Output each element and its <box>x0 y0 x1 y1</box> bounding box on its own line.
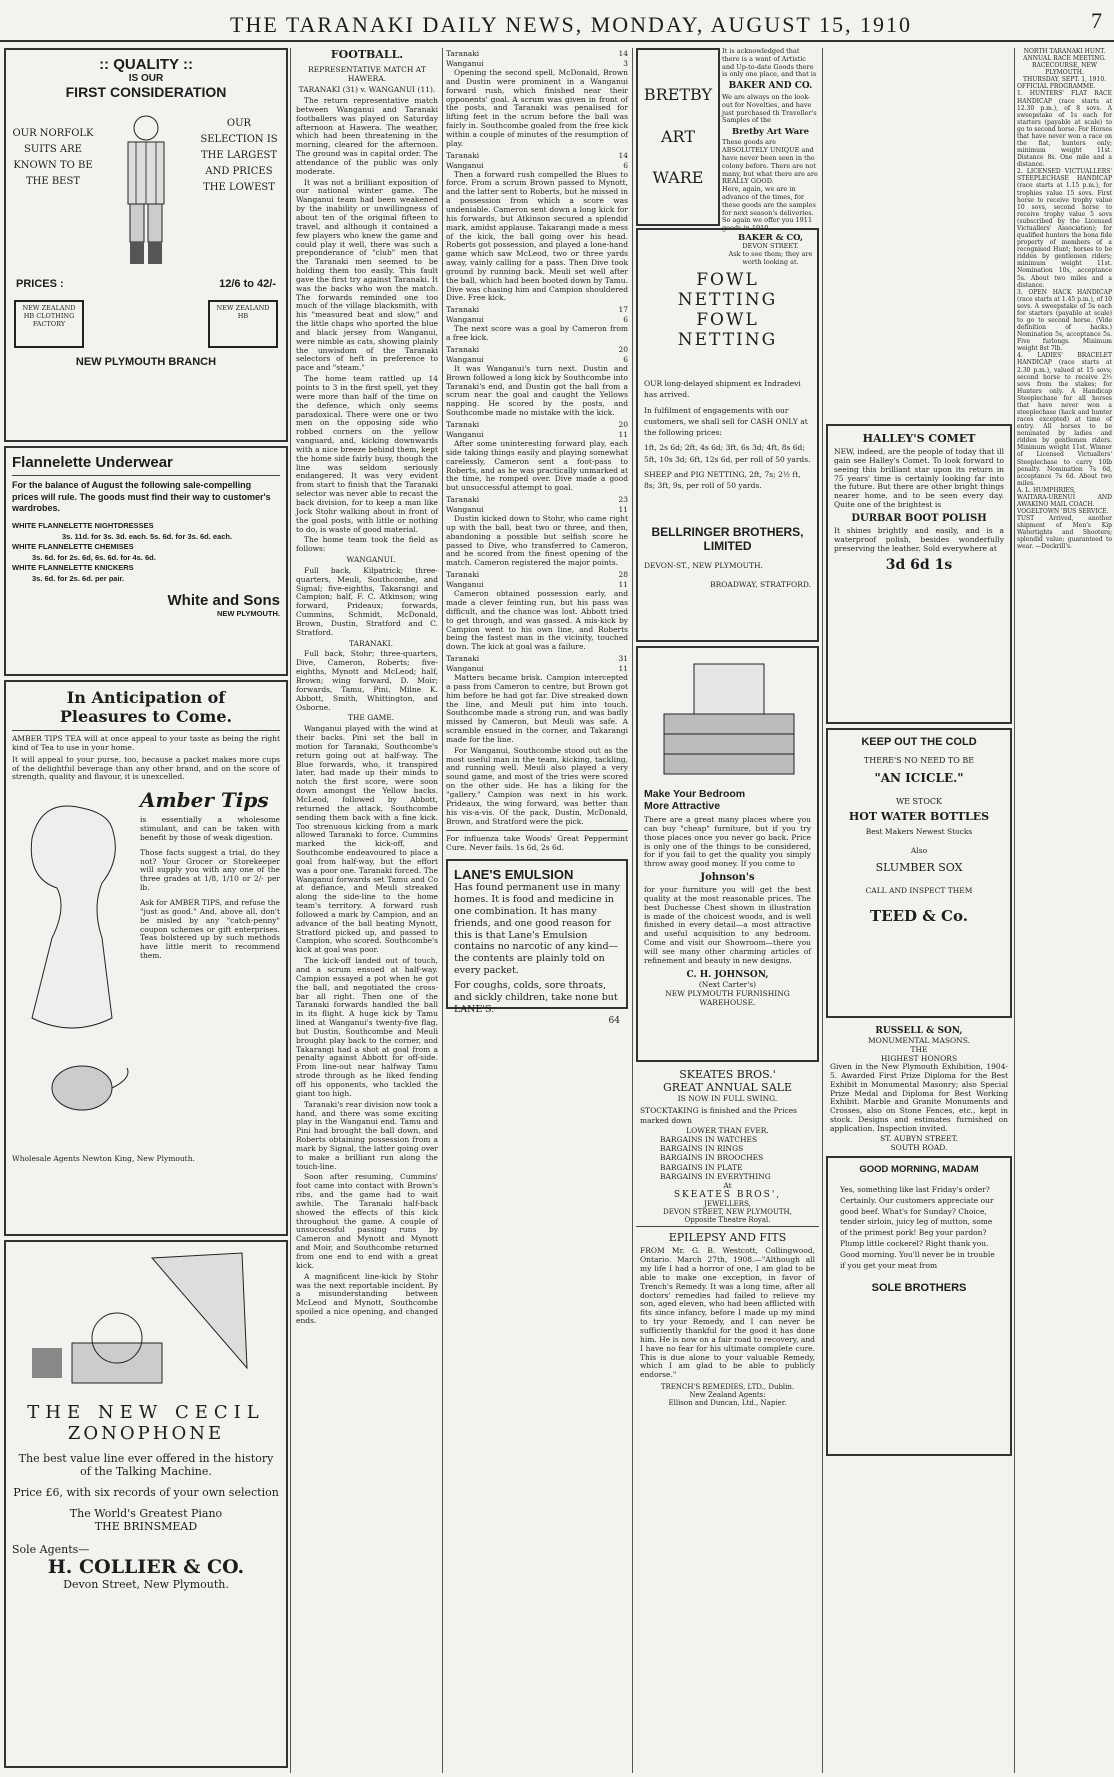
bellringer-address: BROADWAY, STRATFORD. <box>710 580 811 590</box>
score-team: Taranaki <box>446 305 480 315</box>
report-paragraph: Opening the second spell, McDonald, Brown and Dustin were prominent in a Wanganui forward rush, which finished near their opponents' goal. A scrum was given in front of the posts, and Taranaki was penalised for lifting feet in the scrum before the ball was fairly in. Southcombe goaled from the free kick within a couple of minutes of the resumption of play. <box>446 68 628 148</box>
amber-text: AMBER TIPS TEA will at once appeal to your taste as being the right kind of Tea to use in your home. <box>12 734 280 752</box>
lanes-emulsion-ad <box>446 859 628 1026</box>
report-paragraph: The return representative match between Wanganui and Taranaki footballers was played on Saturday afternoon at Hawera. The weather, which had been threatening in the morning, cleared for the afternoon. The ground was in capital order. The attendance of the public was only moderate. <box>296 96 438 176</box>
russell-text: Given in the New Plymouth Exhibition, 1904-5. Awarded First Prize Diploma for the Best Exhibit in Monumental Masonry; also Special Prize Medal and Diploma for Best Working Exhibit. Marble and Granite Monuments and Crosses, also on Stone Fences, etc., kept in stock. Designs and estimates furnished on application. Inspection invited. <box>830 1062 1008 1133</box>
report-paragraph: The next score was a goal by Cameron from a free kick. <box>446 324 628 343</box>
score-line <box>446 495 628 504</box>
fowl-text: In fulfilment of engagements with our customers, we shall sell for CASH ONLY at the following prices: <box>644 405 808 437</box>
amber-tips-ad <box>4 680 288 1236</box>
column-2b <box>446 48 629 1026</box>
report-paragraph: It was Wanganui's turn next. Dustin and Brown followed a long kick by Southcombe into Taranaki's end, and Dustin got the ball from a scrum near the goal and caught the Yellows napping. He scored by the posts, and Southcombe made no mistake with the kick. <box>446 363 628 418</box>
score-value: 31 <box>618 654 628 664</box>
score-team: Wanganui <box>446 430 484 439</box>
hunt-summary <box>1017 48 1112 551</box>
johnson-text: for your furniture you will get the best quality at the most reasonable prices. The best Duchesse Chest shown in illustration is made of the choicest woods, and is well finished in every detail—a most attractive and useful acquisition to any bedroom. Come and visit our Showroom—there you will see many other charming articles of refinement and beauty in new designs. <box>644 885 811 965</box>
russell-address: ST. AUBYN STREET. <box>880 1133 958 1143</box>
norfolk-suits-text: OUR NORFOLK SUITS ARE KNOWN TO BE THE BEST <box>12 128 94 187</box>
score-team: Wanganui <box>446 580 484 590</box>
item-name: WHITE FLANNELETTE CHEMISES <box>12 542 134 552</box>
amber-heading-2: Pleasures to Come. <box>59 707 233 726</box>
report-paragraph: Cameron obtained possession early, and made a clever feinting run, but his pass was difficult, and the chance was lost. Abbott tried to get through, and was gassed. A mis-kick by Campion went to his own line, and Roberts being the fastest man in the vicinity, touched down. The kick at goal was a failure. <box>446 589 628 652</box>
epilepsy-title: EPILEPSY AND FITS <box>668 1231 787 1245</box>
skeates-text: STOCKTAKING is finished and the Prices marked down <box>640 1106 797 1125</box>
bretby-word: ART <box>661 126 695 146</box>
score-team: Taranaki <box>446 150 480 160</box>
column-1 <box>4 48 288 1772</box>
score-team: Wanganui <box>446 160 484 170</box>
baker-ad <box>722 47 819 266</box>
russell-trade: MONUMENTAL MASONS. <box>867 1036 970 1045</box>
sole-firm: SOLE BROTHERS <box>871 1281 967 1294</box>
score-team: Wanganui <box>446 505 484 515</box>
woman-with-teapot-illustration <box>12 788 140 1148</box>
column-rule <box>290 48 291 1773</box>
duchesse-chest-illustration <box>644 654 814 784</box>
baker-text: We are always on the look-out for Novelties, and have just purchased th Traveller's Samples of the <box>722 92 817 125</box>
halley-text: NEW, indeed, are the people of today that ill gain see Halley's Comet. To look forward to seeing this brilliant star upon its return in 75 years' time is certainly looking far into the future. But there are other bright things nearer home, and to be seen every day. Quite one of the brightest is <box>834 447 1004 510</box>
report-paragraph: Wanganui played with the wind at their backs. Pini set the ball in motion for Taranaki, Southcombe's return going out at half-way. The Blue forwards, who, it transpired later, had made up their minds to notch the first score, were soon down amongst the Yellow backs. McLeod, followed by Abbott, returned the attack, Southcombe sending them back with a fine kick. Too strenuous kicking from a mark allowed Taranaki to force. Cummins marked the kick-off, and Southcombe endeavoured to place a goal from half-way, but the effort was a poor one. Taranaki forced. The Wanganui forwards set Tamu and Co at defiance, and Meuli streaked along the side-line to the home team's territory. A forward rush followed a mark by Campion, and an advance of the ball beating Mynott, Stratford picked up, and passed to Campion, who scored. Southcombe's kick at goal was poor. <box>296 724 438 955</box>
waitara-title: WAITARA-URENUI AND AWAKINO MAIL COACH. <box>1017 493 1112 508</box>
score-line <box>446 315 628 324</box>
report-paragraph: Soon after resuming, Cummins' foot came into contact with Brown's ribs, and the game had to wait awhile. The Taranaki half-back showed the effects of this kick throughout the game. A couple of unsuccessful passing runs by Cameron and Mynott and Mynott and Moir, and Southcombe returned from one end to end with a great kick. <box>296 1172 438 1270</box>
bargain-item: BARGAINS IN PLATE <box>660 1162 743 1172</box>
report-paragraph: A magnificent line-kick by Stohr was the next reportable incident. By a misunderstanding between McLeod and Mynott, Southcombe spoiled a nice opening, and changed ends. <box>296 1271 438 1325</box>
johnson-address: NEW PLYMOUTH FURNISHING WAREHOUSE. <box>665 988 790 1007</box>
teed-firm: TEED & Co. <box>870 907 968 925</box>
gramophone-illustration <box>12 1248 282 1398</box>
hb-logo: NEW ZEALAND HB <box>208 300 278 348</box>
report-paragraph: For Wanganui, Southcombe stood out as the most useful man in the team, kicking, tackling, and running well. Meuli also played a very sound game, and most of the tries were scored on the other side. He has a liking for the "gallery." Campion was next in his work. Prideaux, the wing forward, was better than his vis-a-vis. Of the pack, Dustin, McDonald, Brown, and Stratford were the pick. <box>446 745 628 826</box>
score-value: 20 <box>618 420 628 429</box>
fowl-heading: FOWL NETTING <box>677 310 778 350</box>
influenza-notice: For influenza take Woods' Great Peppermint Cure. Never fails. 1s 6d, 2s 6d. <box>446 834 628 853</box>
fowl-text: OUR long-delayed shipment ex Indradevi has arrived. <box>644 379 801 400</box>
durbar-heading: DURBAR BOOT POLISH <box>851 512 987 524</box>
amber-text: It will appeal to your purse, too, because a packet makes more cups of the delightful beverage than any other brand, and on the score of strength, quality and flavour, it is unexcelled. <box>12 754 280 782</box>
agents-label: Sole Agents— <box>12 1543 90 1556</box>
report-paragraph: The kick-off landed out of touch, and a scrum ensued at half-way. Campion essayed a pot when he got the ball, and negotiated the cross-bar all right. Then one of the Taranaki forwards handled the ball in its flight. A huge kick by Tamu lined at Wanganui's twenty-five flag, but Dustin, Southcombe and Meuli brought play back to the corner, and Takarangi had a shot at goal from a penalty against Abbott for off-side. From line-out near halfway Tamu strode through as he liked fending off his opponents, who tackled the giant too high. <box>296 956 438 1098</box>
skeates-address: JEWELLERS, <box>704 1200 751 1209</box>
masthead <box>0 0 1114 42</box>
durbar-text: It shines brightly and easily, and is a waterproof polish, besides wonderfully preserving the leather. Sold everywhere at <box>834 525 1004 553</box>
flannelette-title: Flannelette Underwear <box>12 454 173 471</box>
zonophone-text: The best value line ever offered in the history of the Talking Machine. <box>18 1452 274 1478</box>
halley-title: HALLEY'S COMET <box>862 432 976 445</box>
quality-heading: :: QUALITY :: <box>99 56 193 73</box>
page-number: 7 <box>1091 8 1102 33</box>
item-price: 3s. 6d. for 2s. 6d, 6s. 6d. for 4s. 6d. <box>32 552 156 562</box>
baker-text: These goods are ABSOLUTELY UNIQUE and have never been seen in the colony before. There are not many, but what there are are REALLY GOOD. <box>722 138 818 186</box>
page-title: THE TARANAKI DAILY NEWS, MONDAY, AUGUST 15, 1910 <box>230 12 912 37</box>
ad-number: 64 <box>608 1015 620 1026</box>
selection-text: OUR SELECTION IS THE LARGEST AND PRICES THE LOWEST <box>200 118 278 193</box>
sole-text: Yes, something like last Friday's order? Certainly. Our customers appreciate our good beef. What's for Sunday? Choice, tender sirloin, juicy leg of mutton, some of the primest pork! Beg your pardon? Plump little cockerel? Right thank you. Good morning. You'll never be in trouble if you get your meat from <box>840 1184 995 1270</box>
boy-in-suit-illustration <box>101 106 191 276</box>
football-subtitle: REPRESENTATIVE MATCH AT HAWERA. <box>308 65 426 83</box>
cold-heading: KEEP OUT THE COLD <box>861 736 977 748</box>
prices-label: PRICES : <box>16 278 64 290</box>
score-team: Taranaki <box>446 570 480 580</box>
report-paragraph: Then a forward rush compelled the Blues to force. From a scrum Brown passed to Mynott, and the latter sent to Roberts, but he missed in a possession from which a score was undeniable. Cameron sent down a long kick for his forwards, but Atkinson secured a splendid mark, amidst applause. Takarangi made a mess of the kick, the ball going over his head. Roberts got possession, and played a lone-hand game which saw McLeod, two or three yards away, vainly calling for a pass. Then Dive took ground by running back. Meuli set well after the ball, which had been booted down by Tamu. Dive was chasing him and Campion shouldered Dive. Free kick. <box>446 169 629 303</box>
report-paragraph: Full back, Kilpatrick; three-quarters, Meuli, Southcombe, and Signal; five-eighths, Takarangi and Campion; half, F. C. Atkinson; wing forward, Prideaux; forwards, Cummins, Schmidt, McDonald, Brown, Dustin, Stratford and C. Stratford. <box>296 565 438 637</box>
piano-text: The World's Greatest Piano <box>69 1507 223 1520</box>
hunt-secretary: A. L. HUMPHRIES, <box>1017 486 1076 494</box>
sole-brothers-ad <box>826 1156 1012 1456</box>
johnson-firm: C. H. JOHNSON, <box>686 969 769 980</box>
icicle-text: "AN ICICLE." <box>874 771 964 785</box>
football-report <box>296 97 438 1326</box>
skeates-address: Opposite Theatre Royal. <box>684 1216 771 1225</box>
bargain-item: BARGAINS IN WATCHES <box>660 1134 758 1144</box>
team-heading: TARANAKI. <box>348 638 393 648</box>
lanes-text: Has found permanent use in many homes. It is food and medicine in one combination. It has many friends, and one good reason for this is that Lane's Emulsion contains no narcotic of any kind—the contents are plainly told on every packet. <box>454 882 620 977</box>
hunt-date: THURSDAY, SEPT. 1, 1910. <box>1022 76 1107 84</box>
score-team: Taranaki <box>446 49 480 58</box>
report-paragraph: Dustin kicked down to Stohr, who came right up with the ball, beat two or three, and then, abandoning a possible but selfish score he passed to Dive, who transferred to Cameron, and he scored from the finest opening of the match. Cameron registered the major points. <box>446 514 628 568</box>
prices-range: 12/6 to 42/- <box>219 278 276 290</box>
score-line <box>446 570 628 579</box>
flannelette-intro: For the balance of August the following sale-compelling prices will rule. The goods must find their way to customer's wardrobes. <box>12 480 271 514</box>
score-line <box>446 49 628 58</box>
skeates-at: At <box>723 1181 732 1191</box>
lanes-title: LANE'S EMULSION <box>454 867 574 883</box>
skeates-address: DEVON STREET, NEW PLYMOUTH, <box>663 1208 792 1217</box>
score-value: 11 <box>618 505 628 515</box>
bus-title: VOGELTOWN 'BUS SERVICE. <box>1017 508 1109 516</box>
amber-heading: In Anticipation of <box>66 688 226 707</box>
score-line <box>446 430 628 439</box>
column-rule <box>822 48 823 1773</box>
score-value: 6 <box>623 315 628 325</box>
zonophone-ad <box>4 1240 288 1768</box>
dockrill-notice: TUST Arrived, another shipment of Men's Kip Watertights and Shooters; splendid value; guaranteed to wear. —Dockrill's. <box>1017 515 1112 551</box>
score-team: Taranaki <box>446 420 480 429</box>
score-value: 17 <box>618 305 628 315</box>
epilepsy-ad <box>636 1227 819 1411</box>
item-name: WHITE FLANNELETTE KNICKERS <box>12 563 134 573</box>
score-value: 3 <box>623 59 628 68</box>
column-rule <box>442 48 443 1773</box>
score-team: Wanganui <box>446 354 484 364</box>
team-heading: WANGANUI. <box>346 555 396 565</box>
report-paragraph: The home team took the field as follows: <box>296 535 438 554</box>
score-line <box>446 420 628 429</box>
score-line <box>446 664 628 673</box>
column-4 <box>826 48 1012 1460</box>
flannelette-ad <box>4 446 288 676</box>
skeates-ad <box>636 1066 819 1227</box>
skeates-heading: SKEATES BROS.' <box>679 1068 776 1081</box>
bretby-art-ware-ad <box>636 48 720 226</box>
score-value: 6 <box>623 160 628 170</box>
race-item: 1. HUNTERS' FLAT RACE HANDICAP (race starts at 12.30 p.m.), of 8 sovs. A sweepstake of 1s each for starters (payable at scale) to go to second horse. For Horses that have never won a race on the flat, hunters only; minimum weight 11st. Distance 8s. One mile and a distance. <box>1017 90 1112 169</box>
bargain-item: BARGAINS IN EVERYTHING <box>660 1172 771 1181</box>
score-line <box>446 505 628 514</box>
johnson-sub: (Next Carter's) <box>698 979 757 989</box>
report-paragraph: Taranaki's rear division now took a hand, and there was some exciting play in the Wanganui end. Tamu and Pini had brought the ball down, and Roberts obtaining possession from a mark by Signal, the latter going over to make a brilliant run along the touch-line. <box>296 1099 438 1171</box>
russell-the: THE <box>910 1045 928 1054</box>
hb-logo: NEW ZEALAND HB CLOTHING FACTORY <box>14 300 84 348</box>
score-value: 14 <box>618 150 628 160</box>
slumber-sox: SLUMBER SOX <box>875 861 963 874</box>
we-stock: WE STOCK <box>895 797 943 806</box>
russell-honors: HIGHEST HONORS <box>880 1054 958 1063</box>
skeates-sub: IS NOW IN FULL SWING. <box>677 1094 778 1103</box>
score-team: Wanganui <box>446 315 484 325</box>
amber-text: Ask for AMBER TIPS, and refuse the "just as good." And, above all, don't be misled by any "catch-penny" coupon schemes or gift enterprises. Teas bolstered up by such methods have little merit to recommend them. <box>140 897 280 961</box>
score-value: 14 <box>618 49 628 58</box>
report-paragraph: It was not a brilliant exposition of our national winter game. The Wanganui team had been weakened by the inability or unwillingness of about ten of the original fifteen to travel, and although it contained a few players who knew the game and could play it well, there was such a preponderance of "club" men that the Taranaki men seemed to be holding them too easily. This fault gave the first try against Taranaki. It was the backs who won the match. The forwards reminded one too much of the village blacksmith, with his "measured beat and slow," and the little chaps who sported the blue and black jersey from Wanganui, were nimble as cats, showing plainly the unwisdom of the Taranaki selectors of heft in preference to pace and "steam." <box>296 177 438 373</box>
column-2 <box>296 48 438 1328</box>
baker-text: Here, again, we are in advance of the times, for these goods are the samples for next season's deliveries. So again we offer you 1911 goods in 1910. <box>722 185 816 233</box>
skeates-firm: SKEATES BROS', <box>673 1190 782 1201</box>
bottle-makers: Best Makers Newest Stocks <box>865 827 973 836</box>
hunt-subheading: ANNUAL RACE MEETING. <box>1023 55 1106 63</box>
flannelette-prices <box>12 521 280 584</box>
zonophone-title: ZONOPHONE <box>67 1423 225 1444</box>
race-item: 4. LADIES' BRACELET HANDICAP (race starts at 2.30 p.m.), valued at 15 sovs; second horse to receive 2½ sovs from the stakes; for Hunters only. A Handicap Steeplechase for all horses that have never won a steeplechase (hack and hunter races excepted) at time of entry. All horses to be nominated by ladies and ridden by gentlemen riders. Minimum weight 11st. Winner of Licensed Victuallers' Steeplechase to carry 10lb penalty. Nomination 7s 6d, acceptance 7s 6d. About two miles. <box>1017 352 1112 487</box>
quality-ad <box>4 48 288 442</box>
piano-name: THE BRINSMEAD <box>94 1520 198 1533</box>
hunt-column-narrow <box>1017 48 1112 551</box>
hunt-venue: RACECOURSE, NEW PLYMOUTH. <box>1031 62 1097 77</box>
score-value: 23 <box>618 495 628 505</box>
score-team: Wanganui <box>446 59 484 68</box>
column-3 <box>636 48 819 1411</box>
collier-firm: H. COLLIER & CO. <box>47 1556 245 1578</box>
bargain-item: BARGAINS IN BROOCHES <box>660 1153 764 1163</box>
russell-name: RUSSELL & SON, <box>875 1026 963 1036</box>
zonophone-heading: THE NEW CECIL <box>27 1402 265 1423</box>
item-price: 3s. 6d. for 2s. 6d. per pair. <box>32 573 125 583</box>
score-team: Taranaki <box>446 495 480 505</box>
bretby-word: WARE <box>652 168 704 188</box>
football-title: FOOTBALL. <box>330 48 404 61</box>
epilepsy-firm: TRENCH'S REMEDIES, LTD., Dublin. <box>660 1383 795 1392</box>
item-name: WHITE FLANNELETTE NIGHTDRESSES <box>12 521 154 531</box>
lanes-tail: For coughs, colds, sore throats, and sickly children, take none but LANE'S. <box>454 980 618 1015</box>
zonophone-price: Price £6, with six records of your own selection <box>13 1486 279 1499</box>
johnson-furniture-ad <box>636 646 819 1062</box>
hot-water-bottles: HOT WATER BOTTLES <box>848 810 990 823</box>
call-inspect: CALL AND INSPECT THEM <box>865 886 973 895</box>
skeates-heading: GREAT ANNUAL SALE <box>663 1081 792 1094</box>
fowl-prices: 1ft, 2s 6d; 2ft, 4s 6d; 3ft, 6s 3d; 4ft, 8s 6d; 5ft, 10s 3d; 6ft, 12s 6d, per roll of 50 yards. <box>644 443 811 464</box>
programme-heading: OFFICIAL PROGRAMME. <box>1017 83 1096 91</box>
amber-text: Those facts suggest a trial, do they not? Your Grocer or Storekeeper will supply you with any one of the three grades at 1/8, 1/10 or 2/- per lb. <box>140 847 280 893</box>
report-paragraph: After some uninteresting forward play, each side taking things easily and playing somewhat carelessly, Cameron sent a foot-pass to Roberts, and as he was practically unmarked at the time, he romped over. Dive made a good but unsuccessful attempt to goal. <box>446 439 628 493</box>
sole-heading: GOOD MORNING, MADAM <box>859 1163 979 1175</box>
johnson-text: There are a great many places where you can buy "cheap" furniture, but if you try those places once you never go back. Price is only one of the things to be considered, for if you fail to get the quality you simply throw away good money. If you come to <box>644 815 811 869</box>
score-line <box>446 355 628 364</box>
fowl-heading: FOWL NETTING <box>677 270 778 310</box>
column-rule <box>632 48 633 1773</box>
johnson-heading: More Attractive <box>644 800 721 812</box>
score-value: 11 <box>618 580 628 590</box>
bretby-word: BRETBY <box>643 85 713 104</box>
halley-comet-ad <box>826 424 1012 724</box>
score-value: 6 <box>623 354 628 364</box>
bellringer-address: DEVON-ST., NEW PLYMOUTH. <box>644 561 763 571</box>
collier-address: Devon Street, New Plymouth. <box>63 1578 229 1591</box>
johnson-heading: Make Your Bedroom <box>644 788 746 800</box>
report-paragraph: Matters became brisk. Campion intercepted a pass from Cameron to centre, but Brown got him before he had got far. Dive streaked down the line, and Meuli put him into touch. Southcombe made a strong run, and was badly missed by Cameron, but Meuli was safe. A scramble ensued in the corner, and Takarangi made for the line. <box>446 673 628 744</box>
bretby-ads <box>636 47 819 266</box>
score-line <box>446 59 628 68</box>
russell-ad <box>826 1022 1012 1156</box>
score-line <box>446 580 628 589</box>
score-line <box>446 161 628 170</box>
score-team: Taranaki <box>446 344 480 354</box>
amber-text: is essentially a wholesome stimulant, and can be taken with benefit by those of weak digestion. <box>140 815 280 842</box>
teed-ad <box>826 728 1012 1018</box>
epilepsy-text: FROM Mr. G. B. Westcott, Collingwood, Ontario. March 27th, 1908.—"Although all my life I had a horror of one, I am glad to be able to make one exception, in favor of Trench's Remedy. It was a long time, after all doctors' remedies had failed to relieve my son, aged eleven, who had been afflicted with fits since infancy, before I made up my mind to try your Remedy, and I can never be sufficiently thankful for the good it has done him. He is now on a fair road to recovery, and I have no fear for his ultimate complete cure. This is due alone to your valuable Remedy, which I am glad to be able to publicly endorse." <box>640 1246 815 1380</box>
baker-firm: BAKER & CO, <box>738 232 803 243</box>
score-line <box>446 151 628 160</box>
bargain-item: BARGAINS IN RINGS <box>660 1143 744 1153</box>
race-item: 3. OPEN HACK HANDICAP (race starts at 1.45 p.m.), of 10 sovs. A sweepstake of 5s each for starters (payable at scale) to go to second horse. (Vide definition of hacks.) Nomination 5s, acceptance 5s. Five furlongs. Minimum weight 8st 7lb. <box>1017 288 1112 353</box>
epilepsy-agents: Ellison and Duncan, Ltd., Napier. <box>668 1399 787 1408</box>
score-value: 11 <box>618 664 628 674</box>
section-heading: THE GAME. <box>347 713 395 723</box>
fowl-text: SHEEP and PIG NETTING, 2ft, 7s; 2½ ft, 8s; 3ft, 9s, per roll of 50 yards. <box>644 469 801 490</box>
score-line <box>446 305 628 314</box>
report-paragraph: The home team rattled up 14 points to 3 in the first spell, yet they were more than half of the time on the defence, which only seems paradoxical. There were one or two men on the opposing side who robbed corners on the yellow vanguard, and, kicking downwards with a nice breeze behind them, kept the home side fairly busy, though the line was seldom seriously endangered. It was very evident from start to finish that the Taranaki selector was never able to recast the back division, for to keep a man like Jock Stohr walking about in front of the goal posts, with little or nothing to do, is waste of good material. <box>296 374 438 534</box>
bellringer-firm: BELLRINGER BROTHERS, LIMITED <box>651 525 804 554</box>
score-value: 28 <box>618 570 628 580</box>
score-value: 20 <box>618 344 628 354</box>
baker-tail: Ask to see them; they are worth looking at. <box>728 249 813 266</box>
cold-text: THERE'S NO NEED TO BE <box>863 756 975 765</box>
epilepsy-agents: New Zealand Agents: <box>689 1391 766 1400</box>
russell-address: SOUTH ROAD. <box>890 1142 948 1152</box>
hunt-heading: NORTH TARANAKI HUNT. <box>1023 48 1106 55</box>
fowl-netting-ad <box>636 228 819 642</box>
quality-subheading: IS OUR <box>128 73 164 84</box>
skeates-text: LOWER THAN EVER. <box>686 1125 769 1135</box>
quality-tagline: FIRST CONSIDERATION <box>65 84 227 100</box>
baker-subheading: Bretby Art Ware <box>732 127 809 138</box>
column-rule <box>1014 48 1015 1773</box>
item-price: 3s. 11d. for 3s. 3d. each. 5s. 6d. for 3s. 6d. each. <box>62 531 233 541</box>
branch-name: NEW PLYMOUTH BRANCH <box>75 356 217 368</box>
amber-agents: Wholesale Agents Newton King, New Plymouth. <box>12 1154 195 1164</box>
football-teams: TARANAKI (31) v. WANGANUI (11). <box>298 85 436 94</box>
race-item: 2. LICENSED VICTUALLERS' STEEPLECHASE HANDICAP (race starts at 1.15 p.m.), for trophies value 15 sovs. First horse to receive trophy value 10 sovs, second horse to receive trophy value 5 sovs (subscribed by the Licensed Victuallers' Association); for qualified hunters the bona fide property of members of a recognised Hunt; horses to be ridden by gentlemen riders; minimum weight 11st. Nomination 10s, acceptance 5s. About two miles and a distance. <box>1017 168 1112 289</box>
johnson-name: Johnson's <box>700 872 755 884</box>
score-team: Wanganui <box>446 664 484 674</box>
score-team: Taranaki <box>446 654 480 664</box>
skeates-bargains <box>660 1135 815 1182</box>
score-value: 11 <box>618 430 628 439</box>
durbar-price: 3d 6d 1s <box>885 557 953 574</box>
shop-name: White and Sons <box>167 592 280 610</box>
report-paragraph: Full back, Stohr; three-quarters, Dive, Cameron, Roberts; five-eighths, Mynott and McLeod; half, Brown; wing forward, D. Moir; forwards, Tamu, Pini, Milne K. Abbott, Smith, Whittington, and Osborne. <box>296 649 438 712</box>
score-line <box>446 345 628 354</box>
baker-name: BAKER AND CO. <box>728 81 813 92</box>
amber-brand: Amber Tips <box>140 788 269 813</box>
baker-address: DEVON STREET. <box>742 242 799 251</box>
baker-intro: It is acknowledged that there is a want of Artistic and Up-to-date Goods there is only one place, and that is <box>722 47 817 79</box>
score-line <box>446 654 628 663</box>
football-report-continued <box>446 49 628 826</box>
also-text: Also <box>910 846 928 855</box>
shop-town: NEW PLYMOUTH. <box>216 609 280 619</box>
